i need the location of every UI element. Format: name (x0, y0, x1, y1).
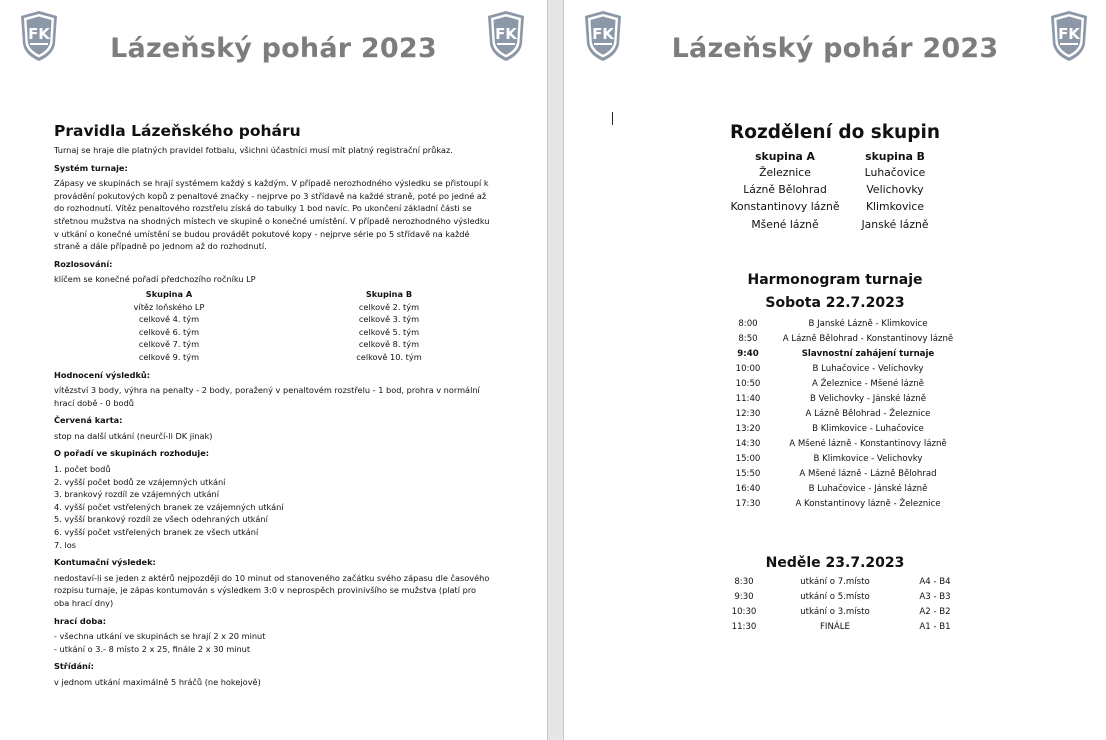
match-sides: A1 - B1 (919, 622, 951, 632)
match-sides: A2 - B2 (919, 607, 951, 617)
saturday-heading: Sobota 22.7.2023 (765, 295, 905, 311)
match-name: A Mšené lázně - Konstantinovy lázně (789, 439, 947, 449)
document-page-2 (564, 0, 1106, 740)
final-row (724, 590, 964, 605)
page-gutter (547, 0, 564, 740)
schedule-row (724, 332, 964, 347)
team-cell: Luhačovice (864, 166, 926, 179)
schedule-row (724, 392, 964, 407)
list-item: 3. brankový rozdíl ze vzájemných utkání (54, 489, 219, 500)
match-time: 9:30 (734, 592, 754, 602)
text-line: rozpisu turnaje, je zápas kontumován s výsledkem 3:0 v neprospěch provinivšího se mužstva (platí pro (54, 585, 477, 596)
match-name: A Lázně Bělohrad - Železnice (805, 409, 931, 419)
section-body (54, 572, 494, 610)
match-time: 17:30 (735, 499, 761, 509)
text-line: nedostaví-li se jeden z aktérů nejpozději do 10 minut od stanoveného začátku svého zápasu dle časového (54, 572, 490, 583)
draw-cell: celkově 10. tým (356, 351, 422, 362)
sunday-heading: Neděle 23.7.2023 (765, 555, 905, 571)
text-line: oba hrací dny) (54, 598, 114, 608)
svg-text:FK: FK (495, 25, 517, 43)
match-name: B Klimkovice - Velichovky (813, 454, 923, 464)
match-name: utkání o 5.místo (800, 592, 870, 602)
ranking-list (54, 463, 494, 551)
match-name: B Luhačovice - Velichovky (812, 364, 924, 374)
schedule-row (724, 362, 964, 377)
match-time: 9:40 (737, 349, 759, 359)
draw-header-a: Skupina A (145, 288, 193, 299)
list-item: 1. počet bodů (54, 464, 111, 475)
list-item: 4. vyšší počet vstřelených branek ze vzájemných utkání (54, 501, 284, 512)
text-line: v utkání o konečné umístění se budou provádět pokutové kopy - nejprve série po 5 střídavě na každé (54, 228, 470, 239)
groups-heading: Rozdělení do skupin (730, 122, 940, 143)
page-title: Lázeňský pohár 2023 (671, 33, 999, 64)
schedule-heading: Harmonogram turnaje (747, 272, 923, 288)
draw-cell: celkově 8. tým (358, 339, 420, 350)
text-line: vítězství 3 body, výhra na penalty - 2 body, poražený v penaltovém rozstřelu - 1 bod, prohra v normální (54, 385, 480, 396)
draw-cell: vítěz loňského LP (133, 301, 205, 312)
match-name: utkání o 3.místo (800, 607, 870, 617)
section-title: hrací doba: (54, 615, 107, 626)
match-name: B Luhačovice - Jánské lázně (808, 484, 928, 494)
schedule-row (724, 437, 964, 452)
draw-cell: celkově 2. tým (358, 301, 420, 312)
draw-header-b: Skupina B (365, 288, 413, 299)
section-body (54, 630, 494, 655)
intro-text: Turnaj se hraje dle platných pravidel fotbalu, všichni účastníci musí mít platný registrační průkaz. (54, 145, 453, 155)
match-time: 16:40 (735, 484, 761, 494)
list-item: 5. vyšší brankový rozdíl ze všech odehraných utkání (54, 514, 268, 525)
section-title: Červená karta: (54, 415, 123, 426)
text-line: střetnou mužstva na shodných místech ve skupině o konečné umístění. V případě nerozhodného výsledku (54, 215, 490, 226)
team-cell: Janské lázně (861, 217, 929, 231)
section-body (54, 177, 494, 253)
section-title: Hodnocení výsledků: (54, 369, 150, 380)
text-line: - všechna utkání ve skupinách se hrají 2 x 20 minut (54, 631, 266, 642)
section-title: O pořadí ve skupinách rozhoduje: (54, 448, 210, 459)
match-name: A Železnice - Mšené lázně (812, 379, 924, 389)
team-cell: Mšené lázně (751, 217, 819, 231)
section-title: Rozlosování: (54, 258, 113, 269)
text-line: straně a dále případně po jednom až do rozhodnutí. (54, 241, 267, 252)
schedule-row (724, 347, 964, 362)
match-time: 8:50 (738, 334, 758, 344)
rules-heading: Pravidla Lázeňského poháru (54, 122, 301, 140)
final-row (724, 620, 964, 635)
list-item: 2. vyšší počet bodů ze vzájemných utkání (54, 476, 226, 487)
groups-table (724, 150, 944, 233)
schedule-row (724, 317, 964, 332)
match-time: 12:30 (735, 409, 761, 419)
match-time: 8:00 (738, 319, 758, 329)
match-sides: A4 - B4 (919, 577, 951, 587)
section-title: Kontumační výsledek: (54, 557, 156, 568)
text-line: - utkání o 3.- 8 místo 2 x 25, finále 2 x 30 minut (54, 643, 251, 654)
match-name: FINÁLE (819, 622, 850, 632)
match-time: 8:30 (734, 577, 754, 587)
match-name: A Mšené lázně - Lázně Bělohrad (799, 469, 937, 479)
team-cell: Klimkovice (865, 200, 925, 214)
group-b-label: skupina B (865, 150, 925, 163)
match-name: B Klimkovice - Luhačovice (812, 424, 924, 434)
svg-text:FK: FK (592, 25, 614, 43)
draw-cell: celkově 3. tým (358, 314, 420, 325)
match-sides: A3 - B3 (919, 592, 951, 602)
match-name: B Velichovky - Jánské lázně (809, 394, 927, 404)
schedule-row (724, 482, 964, 497)
final-row (724, 575, 964, 590)
match-time: 15:00 (735, 454, 761, 464)
schedule-row (724, 467, 964, 482)
match-name: A Lázně Bělohrad - Konstantinovy lázně (782, 334, 954, 344)
text-line: do rozhodnutí. Vítěz penaltového rozstřelu získá do tabulky 1 bod navíc. Po ukončení základní části se (54, 203, 472, 214)
page-title: Lázeňský pohár 2023 (110, 33, 437, 64)
match-name: A Konstantinovy lázně - Železnice (795, 499, 941, 509)
list-item: 6. vyšší počet vstřelených branek ze všech utkání (54, 527, 259, 538)
draw-cell: celkově 7. tým (138, 339, 200, 350)
section-body: klíčem se konečné pořadí předchozího ročníku LP (54, 274, 256, 285)
final-row (724, 605, 964, 620)
section-body: v jednom utkání maximálně 5 hráčů (ne hokejově) (54, 676, 261, 687)
draw-table (54, 288, 494, 364)
schedule-row (724, 407, 964, 422)
schedule-row (724, 422, 964, 437)
svg-text:FK: FK (1058, 25, 1080, 43)
section-body (54, 384, 494, 409)
match-time: 11:30 (731, 622, 757, 632)
section-title: Systém turnaje: (54, 162, 128, 173)
schedule-row (724, 497, 964, 512)
team-cell: Lázně Bělohrad (743, 183, 827, 197)
match-time: 14:30 (735, 439, 761, 449)
draw-cell: celkově 5. tým (358, 326, 420, 337)
match-time: 10:30 (731, 607, 757, 617)
match-name: B Janské Lázně - Klimkovice (808, 319, 928, 329)
match-time: 13:20 (735, 424, 761, 434)
saturday-schedule (724, 317, 964, 512)
match-name: utkání o 7.místo (800, 577, 870, 587)
text-line: provádění pokutových kopů z penaltové značky - nejprve po 3 střídavě na každé straně, poté po jedné až (54, 190, 487, 201)
team-cell: Velichovky (866, 183, 924, 197)
text-line: Zápasy ve skupinách se hrají systémem každý s každým. V případě nerozhodného výsledku se přistoupí k (54, 178, 489, 189)
team-cell: Železnice (759, 166, 811, 179)
section-title: Střídání: (54, 661, 94, 672)
list-item: 7. los (54, 539, 76, 550)
document-page-1 (0, 0, 547, 740)
group-a-label: skupina A (755, 150, 815, 163)
svg-text:FK: FK (28, 25, 50, 43)
draw-cell: celkově 6. tým (138, 326, 200, 337)
match-time: 10:50 (735, 379, 761, 389)
match-time: 11:40 (735, 394, 761, 404)
match-time: 15:50 (735, 469, 761, 479)
match-name: Slavnostní zahájení turnaje (801, 349, 935, 359)
draw-cell: celkově 9. tým (138, 351, 200, 362)
sunday-schedule (724, 575, 964, 635)
schedule-row (724, 377, 964, 392)
team-cell: Konstantinovy lázně (730, 200, 840, 214)
section-body: stop na další utkání (neurčí-li DK jinak) (54, 430, 213, 441)
schedule-row (724, 452, 964, 467)
text-line: hrací době - 0 bodů (54, 397, 134, 408)
match-time: 10:00 (735, 364, 761, 374)
draw-cell: celkově 4. tým (138, 314, 200, 325)
rules-section (54, 121, 494, 689)
